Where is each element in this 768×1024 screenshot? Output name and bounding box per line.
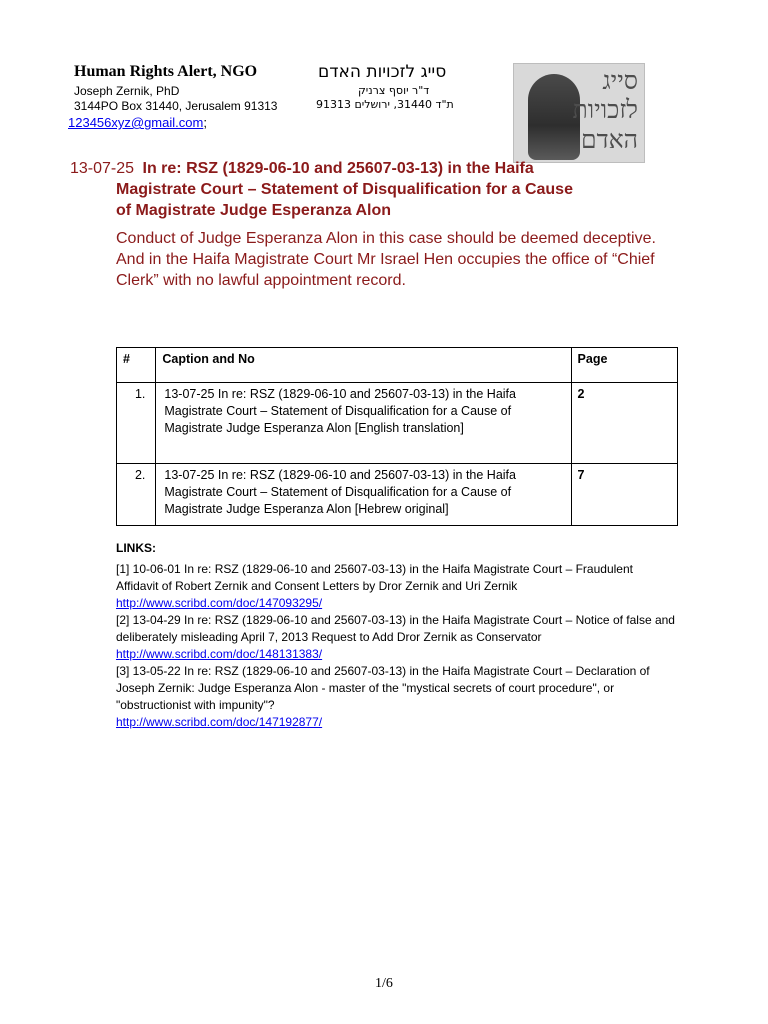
link-item bbox=[116, 663, 676, 731]
row-caption: 13-07-25 In re: RSZ (1829-06-10 and 25607-03-13) in the Haifa Magistrate Court – Statement of Disqualification for a Cause of Magistrate Judge Esperanza Alon [Hebrew original] bbox=[156, 464, 571, 526]
title-line-2: Magistrate Court – Statement of Disqualification for a Cause bbox=[116, 181, 573, 198]
row-caption: 13-07-25 In re: RSZ (1829-06-10 and 25607-03-13) in the Haifa Magistrate Court – Statement of Disqualification for a Cause of Magistrate Judge Esperanza Alon [English translation] bbox=[156, 383, 571, 464]
header-page: Page bbox=[571, 348, 677, 383]
link-url[interactable]: http://www.scribd.com/doc/148131383/ bbox=[116, 647, 323, 661]
link-url[interactable]: http://www.scribd.com/doc/147192877/ bbox=[116, 715, 323, 729]
email-link[interactable]: 123456xyz@gmail.com bbox=[68, 115, 204, 130]
title-line-1 bbox=[70, 158, 650, 179]
links-list bbox=[116, 561, 676, 731]
address-hebrew: ת"ד 31440, ירושלים 91313 bbox=[316, 98, 454, 111]
page-number: 1/6 bbox=[375, 976, 393, 991]
email-line bbox=[68, 115, 207, 130]
logo-text-line-2: לזכויות bbox=[572, 95, 638, 124]
document-title bbox=[70, 158, 650, 221]
links-heading: LINKS: bbox=[116, 541, 156, 555]
link-description: [3] 13-05-22 In re: RSZ (1829-06-10 and 25607-03-13) in the Haifa Magistrate Court – Declaration of Joseph Zernik: Judge Esperanza Alon - master of the "mystical secrets of court procedure", or "obstructionist with impunity"? bbox=[116, 664, 650, 712]
contents-table bbox=[116, 347, 678, 526]
header-caption: Caption and No bbox=[156, 348, 571, 383]
link-description: [1] 10-06-01 In re: RSZ (1829-06-10 and 25607-03-13) in the Haifa Magistrate Court – Fraudulent Affidavit of Robert Zernik and Consent Letters by Dror Zernik and Uri Zernik bbox=[116, 562, 633, 593]
table-row bbox=[117, 464, 678, 526]
organization-name-english: Human Rights Alert, NGO bbox=[74, 63, 258, 80]
link-url[interactable]: http://www.scribd.com/doc/147093295/ bbox=[116, 596, 323, 610]
person-name-hebrew: ד"ר יוסף צרניק bbox=[358, 84, 430, 97]
organization-logo bbox=[513, 63, 645, 163]
document-subtitle: Conduct of Judge Esperanza Alon in this case should be deemed deceptive. And in the Haifa Magistrate Court Mr Israel Hen occupies the office of “Chief Clerk” with no lawful appointment record. bbox=[116, 230, 656, 289]
link-description: [2] 13-04-29 In re: RSZ (1829-06-10 and 25607-03-13) in the Haifa Magistrate Court – Notice of false and deliberately misleading April 7, 2013 Request to Add Dror Zernik as Conservator bbox=[116, 613, 675, 644]
link-item bbox=[116, 612, 676, 663]
row-page: 2 bbox=[571, 383, 677, 464]
logo-text-line-3: האדם bbox=[580, 125, 638, 154]
title-line-1-text: In re: RSZ (1829-06-10 and 25607-03-13) in the Haifa bbox=[142, 160, 534, 177]
title-date: 13-07-25 bbox=[70, 160, 135, 177]
person-name-english: Joseph Zernik, PhD bbox=[74, 84, 180, 98]
row-number: 1. bbox=[117, 383, 156, 464]
header-number: # bbox=[117, 348, 156, 383]
row-page: 7 bbox=[571, 464, 677, 526]
logo-text-line-1: סייג bbox=[602, 66, 638, 95]
row-number: 2. bbox=[117, 464, 156, 526]
table-row bbox=[117, 383, 678, 464]
address-english: 3144PO Box 31440, Jerusalem 91313 bbox=[74, 99, 278, 113]
email-suffix: ; bbox=[203, 115, 207, 130]
title-line-3: of Magistrate Judge Esperanza Alon bbox=[116, 202, 392, 219]
organization-name-hebrew: סייג לזכויות האדם bbox=[318, 62, 447, 82]
link-item bbox=[116, 561, 676, 612]
table-header-row bbox=[117, 348, 678, 383]
